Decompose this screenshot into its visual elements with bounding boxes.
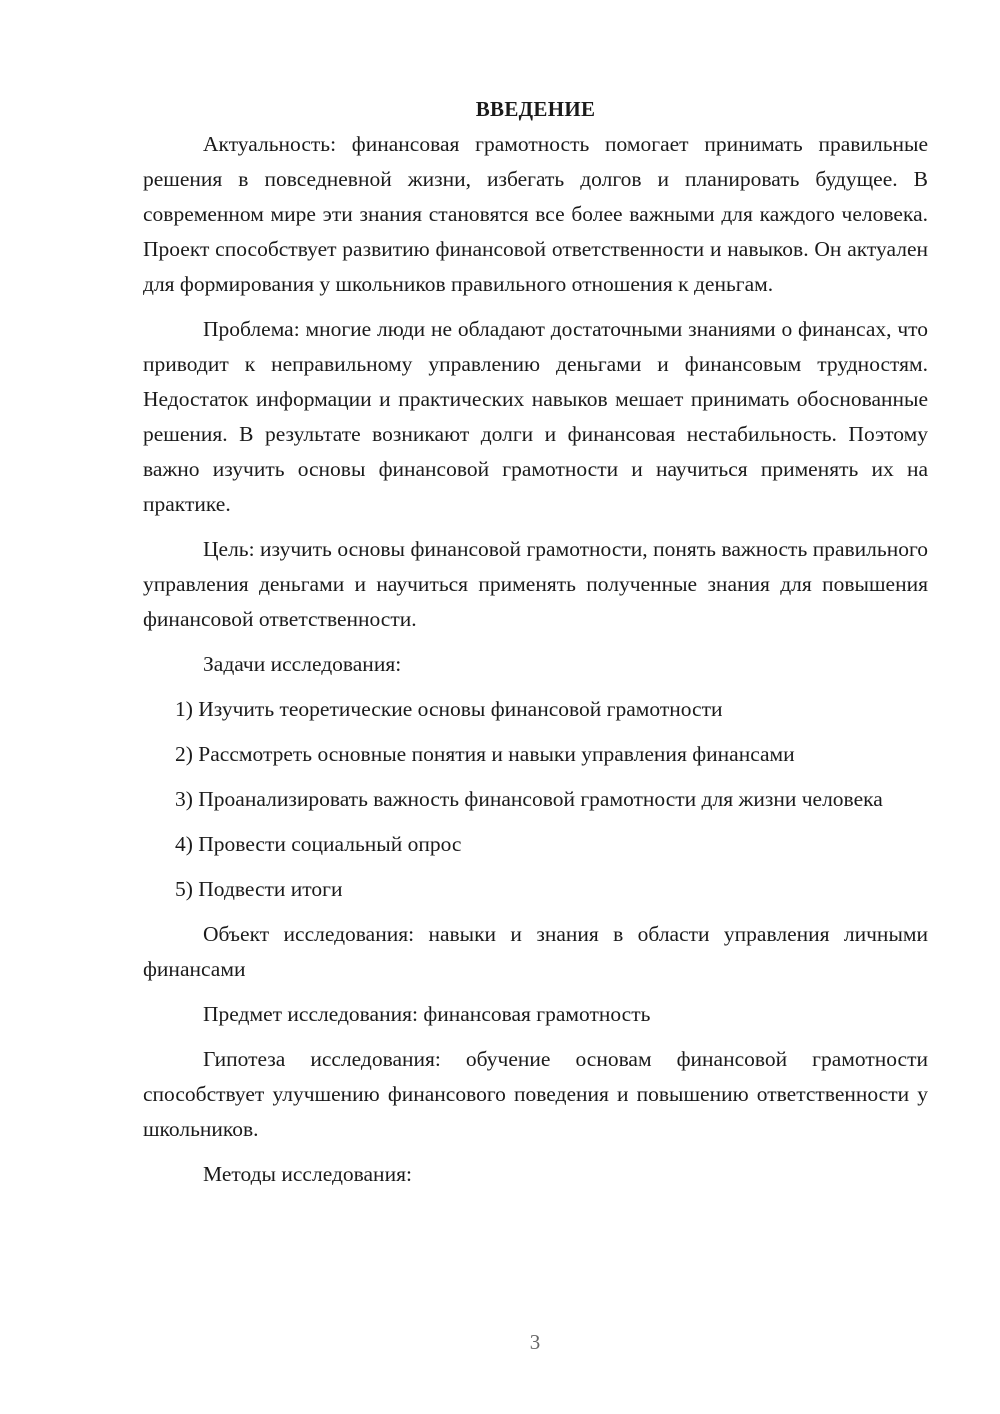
paragraph-subject: Предмет исследования: финансовая грамотность bbox=[203, 1002, 651, 1026]
paragraph-hypothesis: Гипотеза исследования: обучение основам финансовой грамотности способствует улучшению финансового поведения и повышению ответственности у школьников. bbox=[143, 1047, 928, 1141]
paragraph-methods-heading: Методы исследования: bbox=[203, 1162, 412, 1186]
paragraph-object: Объект исследования: навыки и знания в области управления личными финансами bbox=[143, 922, 928, 981]
paragraph-goal: Цель: изучить основы финансовой грамотности, понять важность правильного управления деньгами и научиться применять полученные знания для повышения финансовой ответственности. bbox=[143, 537, 928, 631]
list-item: 1) Изучить теоретические основы финансовой грамотности bbox=[175, 697, 723, 721]
list-item: 4) Провести социальный опрос bbox=[175, 832, 462, 856]
page-number: 3 bbox=[529, 1330, 541, 1354]
document-page bbox=[143, 92, 928, 1202]
paragraph-tasks-heading: Задачи исследования: bbox=[203, 652, 402, 676]
list-item: 2) Рассмотреть основные понятия и навыки управления финансами bbox=[175, 742, 795, 766]
paragraph-problem: Проблема: многие люди не обладают достаточными знаниями о финансах, что приводит к неправильному управлению деньгами и финансовым трудностям. Недостаток информации и практических навыков мешает принимать обоснованные решения. В результате возникают долги и финансовая нестабильность. Поэтому важно изучить основы финансовой грамотности и научиться применять их на практике. bbox=[143, 317, 928, 516]
paragraph-relevance: Актуальность: финансовая грамотность помогает принимать правильные решения в повседневной жизни, избегать долгов и планировать будущее. В современном мире эти знания становятся все более важными для каждого человека. Проект способствует развитию финансовой ответственности и навыков. Он актуален для формирования у школьников правильного отношения к деньгам. bbox=[143, 132, 928, 296]
list-item: 3) Проанализировать важность финансовой грамотности для жизни человека bbox=[175, 787, 883, 811]
section-title: ВВЕДЕНИЕ bbox=[475, 97, 596, 121]
list-item: 5) Подвести итоги bbox=[175, 877, 343, 901]
